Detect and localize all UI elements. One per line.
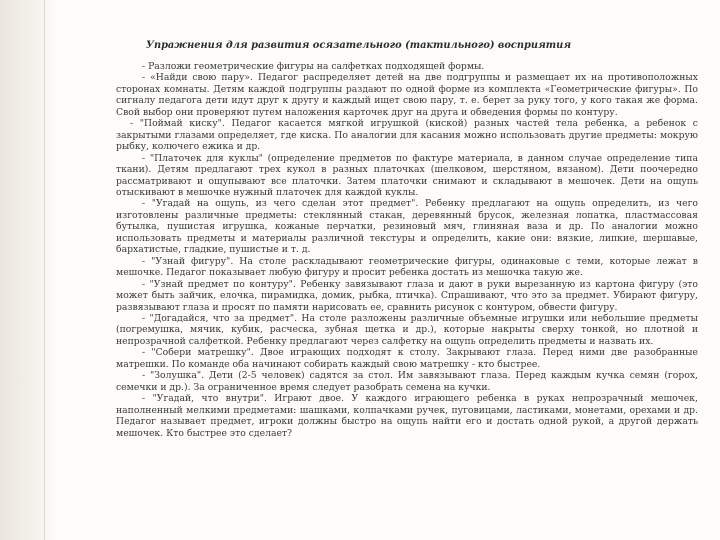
paragraph-6: - "Узнай фигуру". На столе раскладывают геометрические фигуры, одинаковые с теми, которые лежат в мешочке. Педагог показывает любую фигуру и просит ребенка достать из мешочка такую же. — [116, 255, 698, 279]
left-margin-decoration — [0, 0, 58, 540]
paragraph-8: - "Догадайся, что за предмет". На столе разложены различные объемные игрушки или небольшие предметы (погремушка, мячик, кубик, расческа, зубная щетка и др.), которые накрыты сверху тонкой, но плотной и непрозрачной салфеткой. Ребенку предлагают через салфетку на ощупь определить предметы и назвать их. — [116, 312, 698, 347]
paragraph-10: - "Золушка". Дети (2-5 человек) садятся за стол. Им завязывают глаза. Перед каждым кучка семян (горох, семечки и др.). За ограниченное время следует разобрать семена на кучки. — [116, 370, 698, 393]
paragraph-3: - "Поймай киску". Педагог касается мягкой игрушкой (киской) разных частей тела ребенка, а ребенок с закрытыми глазами определяет, где киска. По аналогии для касания можно использовать другие предметы: мокрую рыбку, колючего ежика и др. — [116, 118, 698, 153]
paragraph-9: - "Собери матрешку". Двое играющих подходят к столу. Закрывают глаза. Перед ними две разобранные матрешки. По команде оба начинают собирать каждый свою матрешку - кто быстрее. — [116, 347, 698, 370]
left-margin-line — [44, 0, 45, 540]
paragraph-11: - "Угадай, что внутри". Играют двое. У каждого играющего ребенка в руках непрозрачный мешочек, наполненный мелкими предметами: шашками, колпачками ручек, пуговицами, ластиками, монетами, орехами и др. Педагог называет предмет, игроки должны быстро на ощупь найти его и достать одной рукой, а другой держать мешочек. Кто быстрее это сделает? — [116, 393, 698, 439]
document-title: Упражнения для развития осязательного (тактильного) восприятия — [146, 40, 572, 51]
paragraph-1: - Разложи геометрические фигуры на салфетках подходящей формы. — [142, 61, 485, 72]
document-body — [116, 40, 698, 439]
paragraph-5: - "Угадай на ощупь, из чего сделан этот предмет". Ребенку предлагают на ощупь определить, из чего изготовлены различные предметы: стеклянный стакан, деревянный брусок, железная лопатка, пластмассовая бутылка, пушистая игрушка, кожаные перчатки, резиновый мяч, глиняная ваза и др. По аналогии можно использовать предметы и материалы различной текстуры и определить, какие они: вязкие, липкие, шершавые, бархатистые, гладкие, пушистые и т. д. — [116, 198, 698, 256]
paragraph-4: - "Платочек для куклы" (определение предметов по фактуре материала, в данном случае определение типа ткани). Детям предлагают трех кукол в разных платочках (шелковом, шерстяном, вязаном). Дети поочередно рассматривают и ощупывают все платочки. Затем платочки снимают и складывают в мешочек. Дети на ощупь отыскивают в мешочке нужный платочек для каждой куклы. — [116, 152, 698, 198]
paragraph-2: - «Найди свою пару». Педагог распределяет детей на две подгруппы и размещает их на противоположных сторонах комнаты. Детям каждой подгруппы раздают по одной форме из комплекта «Геометрические фигуры». По сигналу педагога дети идут друг к другу и каждый ищет свою пару, т. е. берет за руку того, у кого такая же форма. Свой выбор они проверяют путем наложения карточек друг на друга и обведения формы по контуру. — [116, 72, 698, 118]
paragraph-7: - "Узнай предмет по контуру". Ребенку завязывают глаза и дают в руки вырезанную из картона фигуру (это может быть зайчик, елочка, пирамидка, домик, рыбка, птичка). Спрашивают, что это за предмет. Убирают фигуру, развязывают глаза и просят по памяти нарисовать ее, сравнить рисунок с контуром, обвести фигуру. — [116, 278, 698, 313]
